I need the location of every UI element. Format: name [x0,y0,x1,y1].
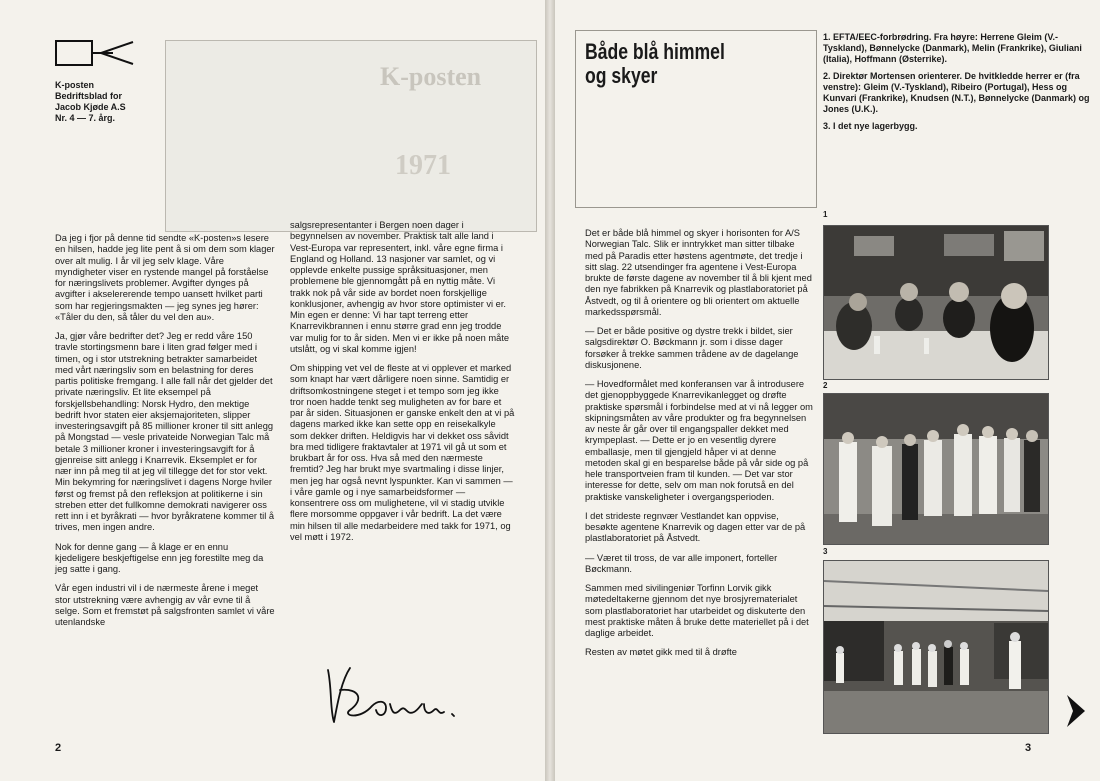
paragraph: I det strideste regnvær Vestlandet kan oppvise, besøkte agentene Knarrevik og dagen etter var de på plastlaboratoriet på Åstvedt. [585,510,806,544]
show-through-area [165,40,537,232]
editorial-column-2 [290,220,515,551]
photo-number: 2 [823,381,828,390]
photo-number: 3 [823,547,828,556]
paragraph: Nok for denne gang — å klage er en ennu kjedeligere beskjeftigelse enn jeg forestilte meg da jeg satte i gang. [55,541,264,574]
paragraph: Resten av møtet gikk med til å drøfte [585,647,737,658]
article-title [585,40,725,88]
signature [320,660,500,730]
photo-number: 1 [823,210,828,219]
paragraph: Om shipping vet vel de fleste at vi opplever et marked som knapt har vært dårligere noen sinne. Samtidig er driftsomkostningene steget i et tempo som jeg ikke tror noen hadde tenkt seg muligheten av for bare et par år siden. Situasjonen er ganske enkelt den at vi på dagens marked ikke kan sette opp en reisekalkyle som dekker driften. Heldigvis har vi dekket oss såvidt bra med tidligere fraktavtaler at 1971 vil gå ut som et brukbart år for oss. Hva så med den nærmeste fremtid? Jeg har brukt mye svartmaling i disse linjer, men jeg har også nevnt lyspunkter. Kan vi sammen — i våre gamle og i nye samarbeidsformer — konsentrere oss om mulighetene, vil vi stadig utvikle flere morsomme oppgaver i vår bedrift. La det være min hilsen til alle medarbeidere med takk for 1971, og vel møtt i 1972. [290,363,515,542]
masthead [55,80,126,124]
photo-factory-tour [823,393,1049,545]
masthead-line: Jacob Kjøde A.S [55,102,126,112]
article-column [585,228,813,667]
paragraph: Det er både blå himmel og skyer i horisonten for A/S Norwegian Talc. Slik er inntrykket man sitter tilbake med på Paradis etter høstens agentmøte, det tredje i sitt slag. 22 utsendinger fra agentene i Vest-Europa brukte de første dagene av november til å bli kjent med den nye fabrikken på Knarrevik og plastlaboratoriet på Åstvedt, og til å orientere og bli orientert om aktuelle markedsspørsmål. [585,228,812,317]
photo-captions [823,32,1093,138]
gutter [545,0,555,781]
paragraph: Vår egen industri vil i de nærmeste årene i meget stor utstrekning være avhengig av vår evne til å selge. Som et fremstøt på salgsfronten samlet vi våre utenlandske [55,583,275,627]
photo-warehouse [823,560,1049,734]
paragraph: Sammen med sivilingeniør Torfinn Lorvik gikk møtedeltakerne gjennom det nye brosjyrematerialet som plastlaboratoriet har utarbeidet og diskuterte den mest praktiske måten å bruke dette materiellet på i det daglige arbeidet. [585,583,809,638]
paragraph: Da jeg i fjor på denne tid sendte «K-posten»s lesere en hilsen, hadde jeg lite pent å si om dem som klager over alt mulig. I år vil jeg selv klage. Våre myndigheter viser en rystende mangel på forståelse for næringslivets problemer. Avgifter dynges på avgifter i akselererende tempo uansett hvilket parti som har regjeringsmakten — jeg synes jeg hører: «Tåler du den, så tåler du vel den au». [55,233,275,322]
show-through-year: 1971 [395,150,451,181]
caption: 1. EFTA/EEC-forbrødring. Fra høyre: Herrene Gleim (V.-Tyskland), Bønnelycke (Danmark), Melin (Frankrike), Giuliani (Italia), Hoffmann (Østerrike). [823,32,1082,64]
paragraph: Ja, gjør våre bedrifter det? Jeg er redd våre 150 travle stortingsmenn bare i liten grad følger med i timen, og i stor utstrekning betrakter samarbeidet med vårt næringsliv som en belastning for deres partis politiske fremgang. I alle fall når det gjelder det private næringsliv. Et lite eksempel på forskjellsbehandling: Norsk Hydro, den mektige bedrift hvor staten eier aksjemajoriteten, slipper investeringsavgift på 85 millioner kroner til sitt anlegg på Mongstad — vesle privateide Norwegian Talc må betale 3 millioner kroner i investeringsavgift for å gjenreise sitt anlegg i Knarrevik. Eksemplet er for nær inn på meg til at jeg vil tillegge det for stor vekt. Min bekymring for næringslivet i dagens Norge hviler først og fremst på den refleksjon at politikerne i sin streben etter det fullkomne demokrati navigerer oss rett inn i et byråkrati — hvor byråkratene kommer til å trives, men ingen andre. [55,331,275,533]
right-page [555,0,1100,781]
masthead-line: Bedriftsblad for [55,91,123,101]
caption: 3. I det nye lagerbygg. [823,121,918,131]
paragraph: — Hovedformålet med konferansen var å introdusere det gjenoppbyggede Knarrevikanlegget og drøfte praktiske spørsmål i forbindelse med at vi nå legger om skipningsmåten av våre produkter og fra begynnelsen av neste år går over til engangspaller dekket med krympeplast. — Dette er jo en vesentlig dyrere emballasje, men til gjengjeld håper vi at denne metoden skal gi en besparelse både på vår side og på hele transportveien fram til kunden. — Det var stor interesse for dette, selv om man nok forutså en del praktiske vanskeligheter i overgangsperioden. [585,379,813,502]
signature-text: Mou. [320,660,323,661]
left-page [0,0,545,781]
chevron-right-icon [1065,695,1085,727]
page-number: 2 [55,742,62,754]
k-logo-icon [55,40,135,66]
photo-dinner [823,225,1049,380]
paragraph: salgsrepresentanter i Bergen noen dager i begynnelsen av november. Praktisk talt alle land i Vest-Europa var representert, inkl. våre egne firma i England og Holland. 13 nasjoner var samlet, og vi opplevde enkelte pussige språksituasjoner, men problemene ble gjennomgått på en nyttig måte. Vi trakk nok på vår side av bordet noen forskjellige konklusjoner, avhengig av hvor store optimister vi er. Min egen er denne: Vi har tapt terreng etter Knarrevikbrannen i ennu større grad enn jeg trodde var mulig for to år siden. Men vi er ikke på noen måte utslått, og vi skal komme igjen! [290,220,510,354]
masthead-line: K-posten [55,80,94,90]
show-through-title: K-posten [380,62,482,91]
paragraph: — Været til tross, de var alle imponert, forteller Bøckmann. [585,552,778,574]
paragraph: — Det er både positive og dystre trekk i bildet, sier salgsdirektør O. Bøckmann jr. som i disse dager forsøker å trekke sammen trådene av de dagelange diskusjonene. [585,326,799,370]
editorial-column-1 [55,233,275,636]
caption: 2. Direktør Mortensen orienterer. De hvitkledde herrer er (fra venstre): Gleim (V.-Tyskland), Ribeiro (Portugal), Hess og Kunvari (Frankrike), Knudsen (N.T.), Bønnelycke (Danmark) og Jones (U.K.). [823,71,1090,114]
title-line: og skyer [585,63,658,88]
masthead-line: Nr. 4 — 7. årg. [55,113,116,123]
title-line: Både blå himmel [585,39,725,64]
page-number: 3 [1025,742,1032,754]
